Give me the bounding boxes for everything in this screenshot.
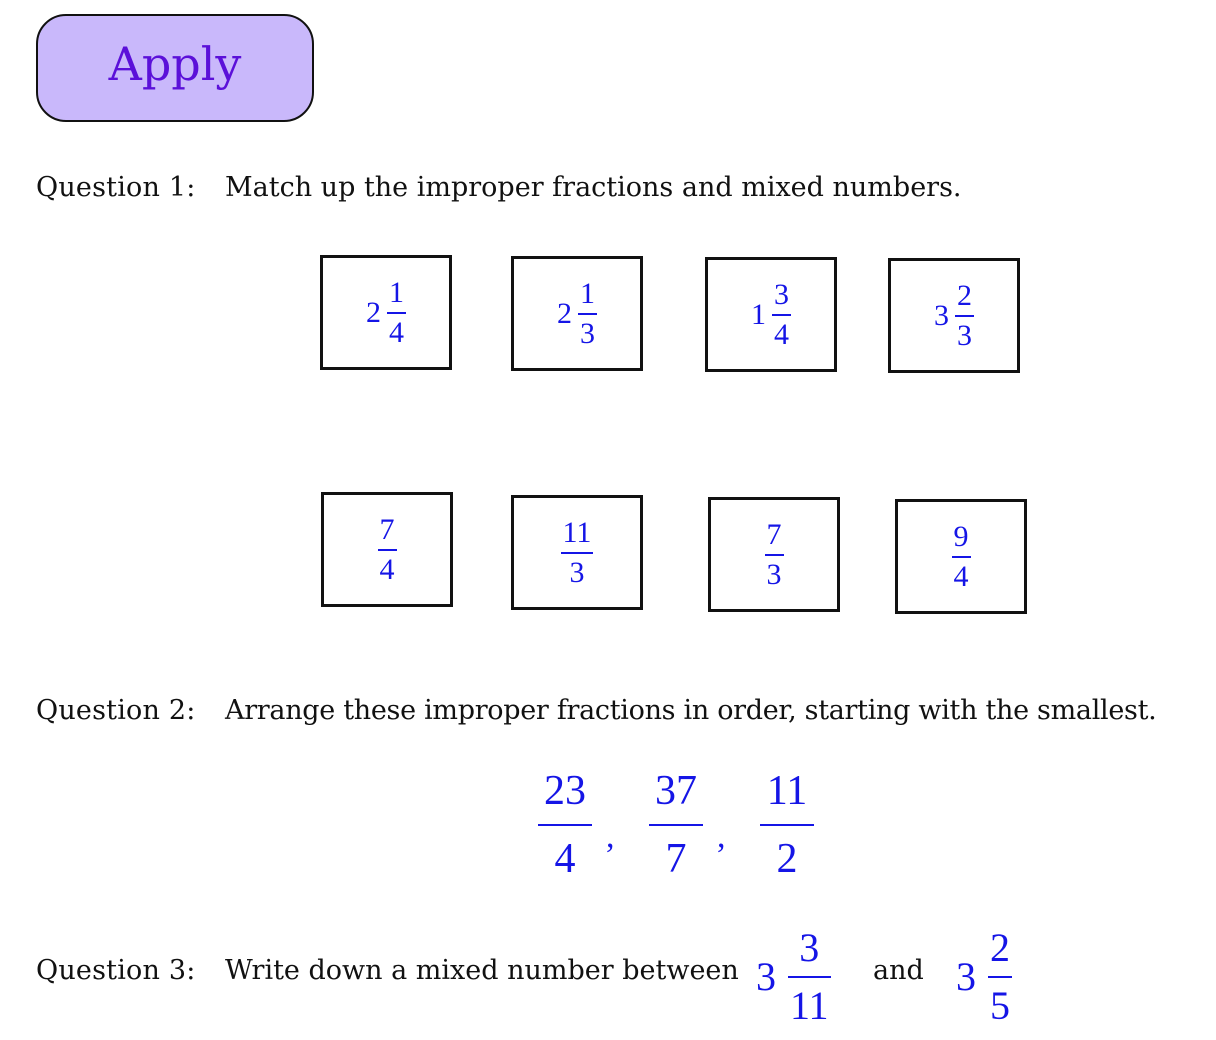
numerator: 7 bbox=[379, 512, 395, 546]
q3-upper-bound bbox=[956, 925, 1012, 1028]
numerator: 2 bbox=[990, 925, 1010, 970]
numerator: 11 bbox=[766, 768, 808, 814]
denominator: 5 bbox=[990, 983, 1010, 1028]
fraction bbox=[561, 515, 594, 589]
whole-part: 2 bbox=[366, 295, 381, 329]
numerator: 1 bbox=[389, 275, 404, 309]
fraction bbox=[765, 517, 784, 591]
question-2-label: Question 2: bbox=[36, 695, 196, 726]
denominator: 11 bbox=[790, 983, 829, 1028]
denominator: 3 bbox=[766, 557, 782, 591]
numerator: 23 bbox=[544, 768, 586, 814]
denominator: 4 bbox=[774, 317, 789, 351]
fraction bbox=[955, 278, 974, 352]
numerator: 9 bbox=[953, 519, 969, 553]
mixed-number bbox=[557, 276, 597, 350]
denominator: 4 bbox=[389, 315, 404, 349]
numerator: 2 bbox=[957, 278, 972, 312]
question-3-label: Question 3: bbox=[36, 955, 196, 986]
numerator: 3 bbox=[799, 925, 820, 970]
fraction bbox=[952, 519, 971, 593]
denominator: 7 bbox=[665, 836, 687, 882]
numerator: 7 bbox=[766, 517, 782, 551]
whole-part: 3 bbox=[756, 954, 776, 999]
improper-card-2[interactable] bbox=[511, 495, 643, 610]
question-1-text: Match up the improper fractions and mixed numbers. bbox=[225, 172, 962, 203]
fraction-bar bbox=[378, 549, 397, 551]
fraction-bar bbox=[788, 976, 831, 978]
fraction bbox=[772, 277, 791, 351]
q3-lower-bound bbox=[756, 925, 831, 1028]
fraction-bar bbox=[387, 312, 406, 314]
fraction bbox=[387, 275, 406, 349]
apply-header-label: Apply bbox=[108, 37, 242, 91]
improper-card-3[interactable] bbox=[708, 497, 840, 612]
whole-part: 1 bbox=[751, 297, 766, 331]
q2-fraction-1 bbox=[538, 770, 592, 880]
denominator: 3 bbox=[957, 318, 972, 352]
q2-fraction-2 bbox=[649, 770, 703, 880]
question-3-text: Write down a mixed number between bbox=[225, 955, 739, 986]
improper-card-4[interactable] bbox=[895, 499, 1027, 614]
denominator: 3 bbox=[580, 316, 595, 350]
fraction-bar bbox=[538, 824, 592, 826]
fraction-bar bbox=[955, 315, 974, 317]
denominator: 3 bbox=[569, 555, 585, 589]
fraction bbox=[378, 512, 397, 586]
whole-part: 2 bbox=[557, 296, 572, 330]
denominator: 4 bbox=[554, 836, 576, 882]
improper-card-1[interactable] bbox=[321, 492, 453, 607]
q2-fraction-3 bbox=[760, 770, 814, 880]
fraction-bar bbox=[561, 552, 594, 554]
fraction-bar bbox=[578, 313, 597, 315]
numerator: 11 bbox=[562, 515, 592, 549]
fraction-bar bbox=[988, 976, 1012, 978]
q2-separator-1: , bbox=[606, 818, 615, 855]
mixed-number bbox=[751, 277, 791, 351]
fraction bbox=[578, 276, 597, 350]
fraction-bar bbox=[772, 314, 791, 316]
apply-header-badge bbox=[36, 14, 314, 122]
question-1-label: Question 1: bbox=[36, 172, 196, 203]
question-2-text bbox=[225, 695, 1156, 726]
denominator: 4 bbox=[379, 552, 395, 586]
fraction-bar bbox=[952, 556, 971, 558]
denominator: 2 bbox=[776, 836, 798, 882]
mixed-card-3[interactable] bbox=[705, 257, 837, 372]
fraction-bar bbox=[760, 824, 814, 826]
mixed-number bbox=[366, 275, 406, 349]
denominator: 4 bbox=[953, 559, 969, 593]
whole-part: 3 bbox=[934, 298, 949, 332]
mixed-card-4[interactable] bbox=[888, 258, 1020, 373]
mixed-card-1[interactable] bbox=[320, 255, 452, 370]
fraction bbox=[988, 925, 1012, 1028]
question-2-text-content: Arrange these improper fractions in order, starting with the smallest. bbox=[225, 695, 1157, 726]
whole-part: 3 bbox=[956, 954, 976, 999]
q2-separator-2: , bbox=[717, 818, 726, 855]
numerator: 1 bbox=[580, 276, 595, 310]
mixed-card-2[interactable] bbox=[511, 256, 643, 371]
fraction-bar bbox=[649, 824, 703, 826]
numerator: 37 bbox=[655, 768, 697, 814]
mixed-number bbox=[934, 278, 974, 352]
numerator: 3 bbox=[774, 277, 789, 311]
fraction bbox=[788, 925, 831, 1028]
question-3-connector: and bbox=[873, 955, 924, 986]
fraction-bar bbox=[765, 554, 784, 556]
